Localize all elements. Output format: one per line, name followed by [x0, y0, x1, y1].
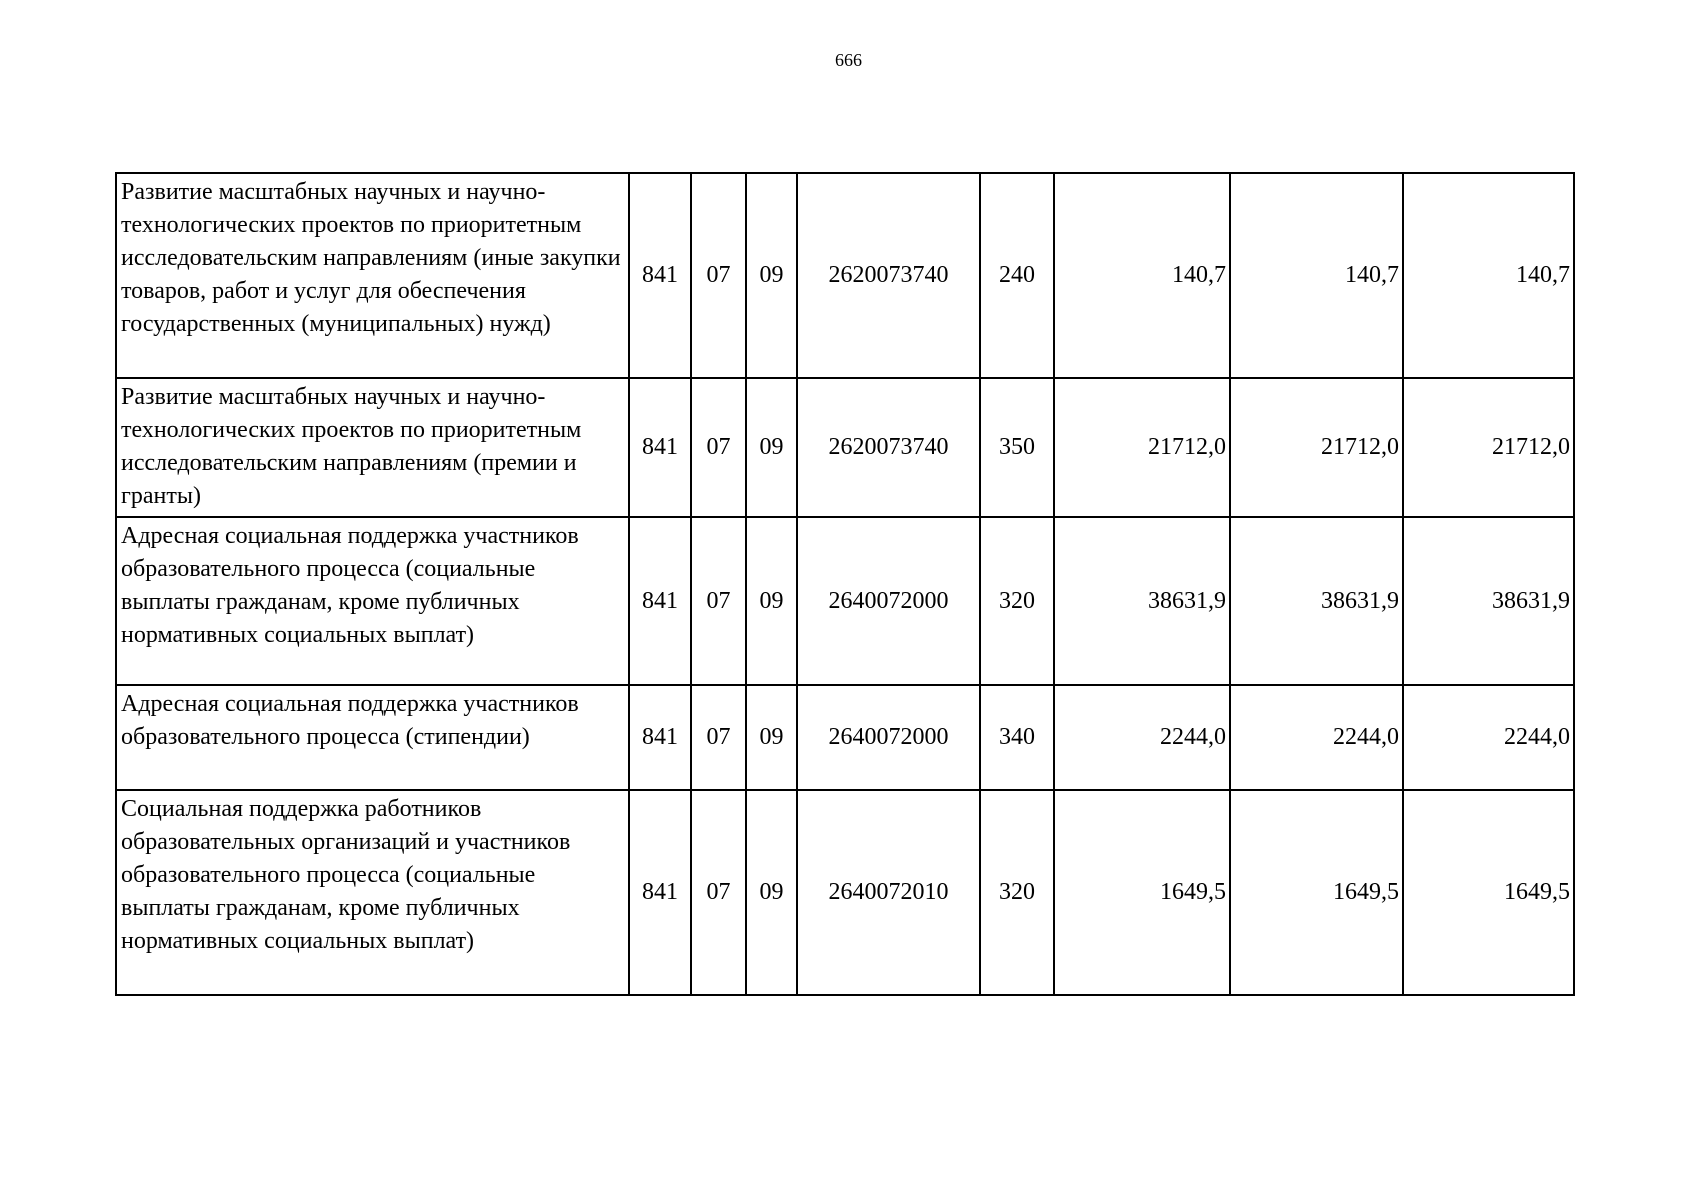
- section-code: 07: [691, 378, 746, 517]
- target-article-code: 2640072000: [797, 517, 980, 685]
- section-code: 07: [691, 173, 746, 378]
- expense-type-code: 340: [980, 685, 1054, 790]
- amount-3: 140,7: [1403, 173, 1574, 378]
- target-article-code: 2640072010: [797, 790, 980, 995]
- target-article-code: 2620073740: [797, 378, 980, 517]
- expense-type-code: 240: [980, 173, 1054, 378]
- section-code: 07: [691, 790, 746, 995]
- subsection-code: 09: [746, 378, 797, 517]
- subsection-code: 09: [746, 685, 797, 790]
- amount-2: 21712,0: [1230, 378, 1403, 517]
- row-description: Развитие масштабных научных и научно-технологических проектов по приоритетным исследовательским направлениям (иные закупки товаров, работ и услуг для обеспечения государственных (муниципальных) нужд): [116, 173, 629, 378]
- expense-type-code: 320: [980, 517, 1054, 685]
- amount-1: 2244,0: [1054, 685, 1230, 790]
- amount-2: 140,7: [1230, 173, 1403, 378]
- subsection-code: 09: [746, 517, 797, 685]
- subsection-code: 09: [746, 173, 797, 378]
- amount-2: 2244,0: [1230, 685, 1403, 790]
- amount-1: 1649,5: [1054, 790, 1230, 995]
- target-article-code: 2620073740: [797, 173, 980, 378]
- table-row: [116, 173, 1574, 378]
- expense-type-code: 350: [980, 378, 1054, 517]
- table-row: [116, 790, 1574, 995]
- ministry-code: 841: [629, 378, 691, 517]
- amount-3: 38631,9: [1403, 517, 1574, 685]
- target-article-code: 2640072000: [797, 685, 980, 790]
- page-number: 666: [835, 50, 862, 70]
- ministry-code: 841: [629, 517, 691, 685]
- ministry-code: 841: [629, 790, 691, 995]
- amount-1: 38631,9: [1054, 517, 1230, 685]
- amount-3: 2244,0: [1403, 685, 1574, 790]
- table-row: [116, 517, 1574, 685]
- amount-2: 38631,9: [1230, 517, 1403, 685]
- ministry-code: 841: [629, 685, 691, 790]
- section-code: 07: [691, 685, 746, 790]
- subsection-code: 09: [746, 790, 797, 995]
- expense-type-code: 320: [980, 790, 1054, 995]
- amount-1: 21712,0: [1054, 378, 1230, 517]
- amount-1: 140,7: [1054, 173, 1230, 378]
- amount-2: 1649,5: [1230, 790, 1403, 995]
- row-description: Социальная поддержка работников образовательных организаций и участников образовательного процесса (социальные выплаты гражданам, кроме публичных нормативных социальных выплат): [116, 790, 629, 995]
- amount-3: 1649,5: [1403, 790, 1574, 995]
- budget-table: [115, 172, 1575, 996]
- row-description: Адресная социальная поддержка участников образовательного процесса (социальные выплаты гражданам, кроме публичных нормативных социальных выплат): [116, 517, 629, 685]
- amount-3: 21712,0: [1403, 378, 1574, 517]
- ministry-code: 841: [629, 173, 691, 378]
- table-row: [116, 378, 1574, 517]
- section-code: 07: [691, 517, 746, 685]
- row-description: Развитие масштабных научных и научно-технологических проектов по приоритетным исследовательским направлениям (премии и гранты): [116, 378, 629, 517]
- row-description: Адресная социальная поддержка участников образовательного процесса (стипендии): [116, 685, 629, 790]
- table-row: [116, 685, 1574, 790]
